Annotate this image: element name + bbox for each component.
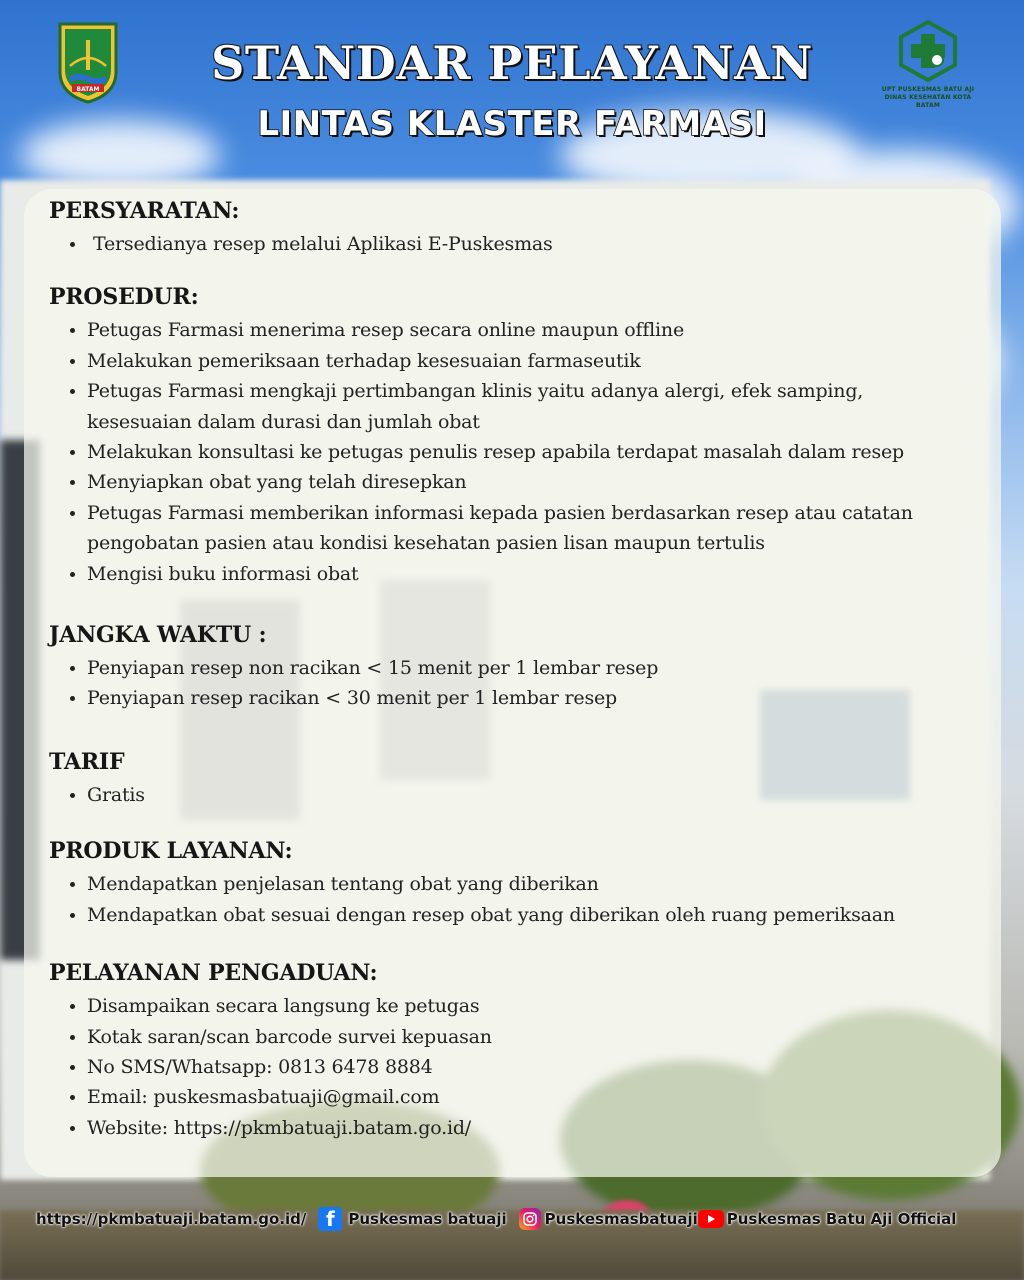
list-item: • Melakukan pemeriksaan terhadap kesesuaian farmaseutik <box>87 346 979 376</box>
footer-website-link[interactable]: https://pkmbatuaji.batam.go.id/ <box>36 1210 307 1228</box>
list-item: • Penyiapan resep racikan < 30 menit per 1 lembar resep <box>87 683 979 713</box>
section-produk-layanan <box>49 836 979 930</box>
section-pelayanan-pengaduan <box>49 958 979 1143</box>
service-standard-content <box>49 196 979 1143</box>
section-title: TARIF <box>49 748 125 775</box>
list-item: • Petugas Farmasi mengkaji pertimbangan klinis yaitu adanya alergi, efek samping, kesesuaian dalam durasi dan jumlah obat <box>87 376 979 437</box>
logo-caption-2: DINAS KESEHATAN KOTA BATAM <box>884 94 972 109</box>
facebook-icon[interactable]: f <box>318 1207 342 1231</box>
section-title: JANGKA WAKTU : <box>49 622 267 649</box>
list-item: • Gratis <box>87 780 979 810</box>
footer-youtube-link[interactable]: Puskesmas Batu Aji Official <box>726 1210 957 1228</box>
list-item: • Mendapatkan obat sesuai dengan resep obat yang diberikan oleh ruang pemeriksaan <box>87 900 979 930</box>
footer-facebook-link[interactable]: Puskesmas batuaji <box>348 1210 507 1228</box>
section-title: PROSEDUR: <box>49 284 199 311</box>
list-item: • Mendapatkan penjelasan tentang obat yang diberikan <box>87 869 979 899</box>
bullet-list <box>49 780 979 810</box>
logo-caption-1: UPT PUSKESMAS BATU AJI <box>881 86 975 93</box>
bullet-list <box>49 869 979 930</box>
section-title: PELAYANAN PENGADUAN: <box>49 960 378 987</box>
social-footer <box>36 1205 1006 1233</box>
puskesmas-logo <box>880 20 976 112</box>
section-tarif <box>49 747 979 810</box>
contact-email: • Email: puskesmasbatuaji@gmail.com <box>87 1082 979 1112</box>
bullet-list <box>49 315 979 589</box>
contact-phone: • No SMS/Whatsapp: 0813 6478 8884 <box>87 1052 979 1082</box>
section-jangka-waktu <box>49 620 979 714</box>
section-title: PRODUK LAYANAN: <box>49 838 293 865</box>
contact-website: • Website: https://pkmbatuaji.batam.go.id/ <box>87 1113 979 1143</box>
page-title: STANDAR PELAYANAN <box>211 36 813 90</box>
bullet-list <box>49 229 979 259</box>
instagram-icon[interactable] <box>519 1208 541 1230</box>
section-title: PERSYARATAN: <box>49 198 240 224</box>
list-item: • Kotak saran/scan barcode survei kepuasan <box>87 1022 979 1052</box>
footer-instagram-link[interactable]: Puskesmasbatuaji <box>544 1210 698 1228</box>
page-subtitle: LINTAS KLASTER FARMASI <box>257 104 767 144</box>
bullet-list <box>49 653 979 714</box>
list-item: • Petugas Farmasi memberikan informasi kepada pasien berdasarkan resep atau catatan pengobatan pasien atau kondisi kesehatan pasien lisan maupun tertulis <box>87 498 979 559</box>
list-item: • Melakukan konsultasi ke petugas penulis resep apabila terdapat masalah dalam resep <box>87 437 979 467</box>
list-item: • Tersedianya resep melalui Aplikasi E-Puskesmas <box>87 229 979 259</box>
youtube-icon[interactable] <box>698 1210 724 1228</box>
list-item: • Menyiapkan obat yang telah diresepkan <box>87 467 979 497</box>
health-cross-icon <box>897 20 959 82</box>
list-item: • Disampaikan secara langsung ke petugas <box>87 991 979 1021</box>
bullet-list <box>49 991 979 1143</box>
list-item: • Penyiapan resep non racikan < 15 menit per 1 lembar resep <box>87 653 979 683</box>
list-item: • Mengisi buku informasi obat <box>87 559 979 589</box>
list-item: • Petugas Farmasi menerima resep secara online maupun offline <box>87 315 979 345</box>
svg-text:BATAM: BATAM <box>76 86 100 93</box>
section-prosedur <box>49 282 979 589</box>
section-persyaratan <box>49 196 979 259</box>
